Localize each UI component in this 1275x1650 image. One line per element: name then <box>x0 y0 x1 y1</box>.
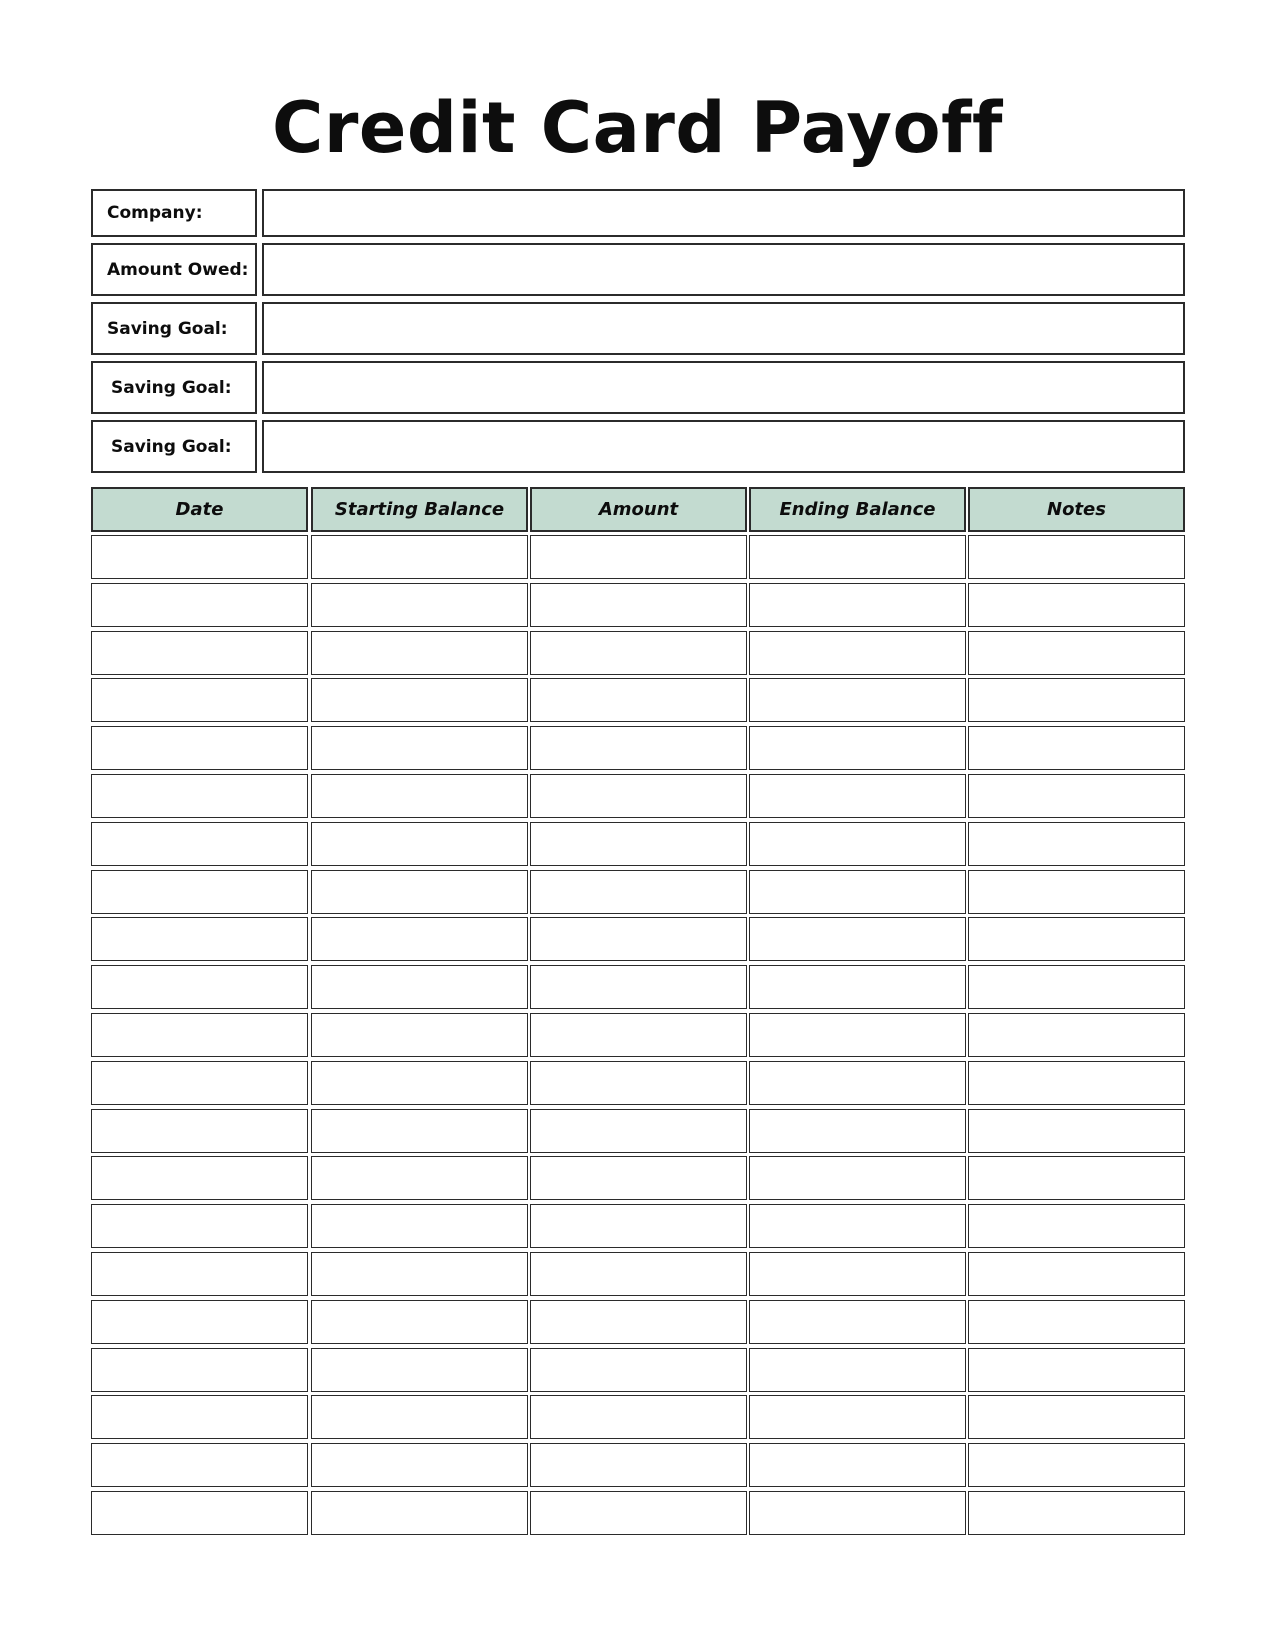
table-cell-starting-balance[interactable] <box>311 1013 528 1057</box>
table-cell-starting-balance[interactable] <box>311 965 528 1009</box>
saving-goal-label-1: Saving Goal: <box>91 302 257 355</box>
table-cell-notes[interactable] <box>968 1491 1185 1535</box>
table-cell-starting-balance[interactable] <box>311 535 528 579</box>
table-cell-notes[interactable] <box>968 822 1185 866</box>
table-cell-amount[interactable] <box>530 1109 747 1153</box>
table-cell-starting-balance[interactable] <box>311 583 528 627</box>
table-cell-date[interactable] <box>91 1061 308 1105</box>
table-cell-starting-balance[interactable] <box>311 631 528 675</box>
table-cell-notes[interactable] <box>968 1109 1185 1153</box>
table-cell-amount[interactable] <box>530 1204 747 1248</box>
table-cell-notes[interactable] <box>968 678 1185 722</box>
table-cell-ending-balance[interactable] <box>749 1109 966 1153</box>
table-cell-ending-balance[interactable] <box>749 1300 966 1344</box>
table-cell-ending-balance[interactable] <box>749 774 966 818</box>
table-cell-starting-balance[interactable] <box>311 774 528 818</box>
table-cell-date[interactable] <box>91 1156 308 1200</box>
table-cell-notes[interactable] <box>968 1156 1185 1200</box>
column-header-ending-balance: Ending Balance <box>749 487 966 532</box>
saving-goal-field-3[interactable] <box>262 420 1185 473</box>
table-cell-starting-balance[interactable] <box>311 1204 528 1248</box>
table-cell-date[interactable] <box>91 583 308 627</box>
table-cell-starting-balance[interactable] <box>311 1252 528 1296</box>
table-cell-ending-balance[interactable] <box>749 631 966 675</box>
table-cell-notes[interactable] <box>968 1348 1185 1392</box>
table-cell-date[interactable] <box>91 870 308 914</box>
table-cell-starting-balance[interactable] <box>311 1348 528 1392</box>
table-cell-notes[interactable] <box>968 917 1185 961</box>
table-cell-starting-balance[interactable] <box>311 1395 528 1439</box>
saving-goal-field-2[interactable] <box>262 361 1185 414</box>
table-cell-ending-balance[interactable] <box>749 1204 966 1248</box>
table-cell-date[interactable] <box>91 1443 308 1487</box>
table-cell-amount[interactable] <box>530 1443 747 1487</box>
company-field[interactable] <box>262 189 1185 237</box>
table-cell-amount[interactable] <box>530 631 747 675</box>
table-cell-ending-balance[interactable] <box>749 1061 966 1105</box>
column-header-notes: Notes <box>968 487 1185 532</box>
table-cell-date[interactable] <box>91 631 308 675</box>
table-cell-notes[interactable] <box>968 1061 1185 1105</box>
saving-goal-label-2: Saving Goal: <box>91 361 257 414</box>
table-cell-amount[interactable] <box>530 965 747 1009</box>
table-cell-ending-balance[interactable] <box>749 1348 966 1392</box>
company-label: Company: <box>91 189 257 237</box>
table-cell-amount[interactable] <box>530 1300 747 1344</box>
saving-goal-label-3: Saving Goal: <box>91 420 257 473</box>
page-title: Credit Card Payoff <box>271 87 1004 169</box>
table-cell-amount[interactable] <box>530 535 747 579</box>
table-cell-date[interactable] <box>91 1109 308 1153</box>
table-cell-date[interactable] <box>91 678 308 722</box>
saving-goal-field-1[interactable] <box>262 302 1185 355</box>
table-cell-ending-balance[interactable] <box>749 678 966 722</box>
table-cell-date[interactable] <box>91 774 308 818</box>
table-cell-notes[interactable] <box>968 583 1185 627</box>
table-cell-ending-balance[interactable] <box>749 535 966 579</box>
table-cell-notes[interactable] <box>968 965 1185 1009</box>
table-cell-date[interactable] <box>91 535 308 579</box>
table-cell-date[interactable] <box>91 1300 308 1344</box>
table-cell-notes[interactable] <box>968 1252 1185 1296</box>
table-cell-date[interactable] <box>91 822 308 866</box>
table-cell-date[interactable] <box>91 1204 308 1248</box>
table-cell-amount[interactable] <box>530 1395 747 1439</box>
amount-owed-label: Amount Owed: <box>91 243 257 296</box>
table-cell-starting-balance[interactable] <box>311 1443 528 1487</box>
table-cell-date[interactable] <box>91 1013 308 1057</box>
table-cell-notes[interactable] <box>968 1204 1185 1248</box>
table-cell-amount[interactable] <box>530 1061 747 1105</box>
table-cell-amount[interactable] <box>530 678 747 722</box>
table-cell-starting-balance[interactable] <box>311 870 528 914</box>
table-cell-starting-balance[interactable] <box>311 917 528 961</box>
table-cell-ending-balance[interactable] <box>749 917 966 961</box>
table-cell-date[interactable] <box>91 1252 308 1296</box>
table-cell-notes[interactable] <box>968 774 1185 818</box>
table-cell-ending-balance[interactable] <box>749 1156 966 1200</box>
table-cell-amount[interactable] <box>530 1348 747 1392</box>
table-cell-amount[interactable] <box>530 1013 747 1057</box>
table-cell-ending-balance[interactable] <box>749 870 966 914</box>
table-cell-date[interactable] <box>91 726 308 770</box>
table-cell-amount[interactable] <box>530 583 747 627</box>
table-cell-notes[interactable] <box>968 1300 1185 1344</box>
table-cell-date[interactable] <box>91 1395 308 1439</box>
table-cell-amount[interactable] <box>530 774 747 818</box>
column-header-amount: Amount <box>530 487 747 532</box>
table-cell-ending-balance[interactable] <box>749 1443 966 1487</box>
table-cell-date[interactable] <box>91 1491 308 1535</box>
table-cell-notes[interactable] <box>968 1443 1185 1487</box>
table-cell-ending-balance[interactable] <box>749 1395 966 1439</box>
table-cell-notes[interactable] <box>968 1013 1185 1057</box>
table-cell-starting-balance[interactable] <box>311 1491 528 1535</box>
table-cell-starting-balance[interactable] <box>311 1061 528 1105</box>
table-cell-amount[interactable] <box>530 1156 747 1200</box>
table-cell-starting-balance[interactable] <box>311 678 528 722</box>
table-cell-ending-balance[interactable] <box>749 1252 966 1296</box>
table-cell-ending-balance[interactable] <box>749 822 966 866</box>
table-cell-starting-balance[interactable] <box>311 822 528 866</box>
table-cell-amount[interactable] <box>530 870 747 914</box>
table-cell-notes[interactable] <box>968 870 1185 914</box>
table-cell-amount[interactable] <box>530 917 747 961</box>
table-cell-notes[interactable] <box>968 1395 1185 1439</box>
column-header-starting-balance: Starting Balance <box>311 487 528 532</box>
table-cell-starting-balance[interactable] <box>311 1300 528 1344</box>
table-cell-date[interactable] <box>91 1348 308 1392</box>
table-cell-amount[interactable] <box>530 1491 747 1535</box>
table-cell-date[interactable] <box>91 965 308 1009</box>
table-cell-notes[interactable] <box>968 535 1185 579</box>
table-cell-starting-balance[interactable] <box>311 1109 528 1153</box>
column-header-date: Date <box>91 487 308 532</box>
table-cell-ending-balance[interactable] <box>749 726 966 770</box>
table-cell-notes[interactable] <box>968 631 1185 675</box>
table-cell-starting-balance[interactable] <box>311 726 528 770</box>
table-cell-date[interactable] <box>91 917 308 961</box>
table-cell-ending-balance[interactable] <box>749 583 966 627</box>
table-cell-starting-balance[interactable] <box>311 1156 528 1200</box>
amount-owed-field[interactable] <box>262 243 1185 296</box>
table-cell-amount[interactable] <box>530 1252 747 1296</box>
table-cell-notes[interactable] <box>968 726 1185 770</box>
table-cell-ending-balance[interactable] <box>749 965 966 1009</box>
table-cell-amount[interactable] <box>530 822 747 866</box>
table-cell-ending-balance[interactable] <box>749 1491 966 1535</box>
table-cell-amount[interactable] <box>530 726 747 770</box>
table-cell-ending-balance[interactable] <box>749 1013 966 1057</box>
